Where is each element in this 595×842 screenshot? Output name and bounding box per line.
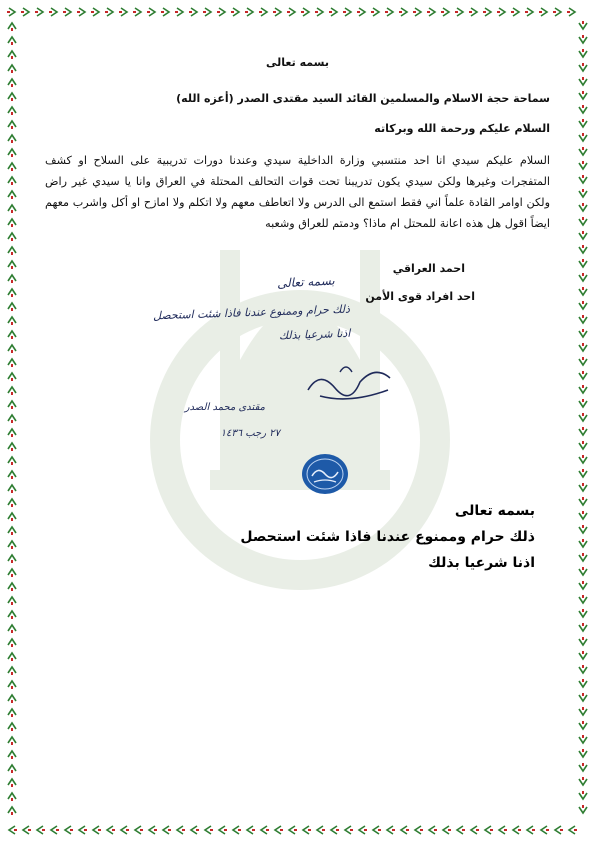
handwritten-signature (300, 360, 400, 409)
handwritten-signer-name: مقتدى محمد الصدر (184, 402, 265, 413)
letter-body: السلام عليكم سيدي انا احد منتسبي وزارة الداخلية سيدي وعندنا دورات تدريبية على السلاح او كشف المتفجرات وغيرها ولكن سيدي يكون تدريبنا تحت قوات التحالف المحتلة في العراق وانا يا سيدي غير راض ولكن اوامر القادة علماً اني فقط استمع الى الدرس ولا اتعاطف معهم ولا اتكلم ولا امازح او أكل واشرب معهم ايضاً اقول هل هذه اعانة للمحتل ام ماذا؟ ودمتم للعراق وشعبه (45, 154, 550, 230)
letter-greeting: السلام عليكم ورحمة الله وبركاته (374, 122, 550, 135)
handwritten-date: ٢٧ رجب ١٤٣٦ (220, 428, 280, 439)
handwritten-reply-line-2: اذنا شرعيا بذلك (278, 326, 351, 343)
handwritten-reply-line-1: ذلك حرام وممنوع عندنا فاذا شئت استحصل (152, 302, 351, 323)
letter-heading: بسمه تعالى (266, 56, 329, 69)
handwritten-heading: بسمه تعالى (276, 273, 336, 291)
transcription-line-2: ذلك حرام وممنوع عندنا فاذا شئت استحصل (240, 529, 535, 545)
transcription-line-3: اذنا شرعيا بذلك (428, 555, 535, 571)
letter-addressee: سماحة حجة الاسلام والمسلمين القائد السيد مقتدى الصدر (أعزه الله) (176, 92, 550, 105)
sender-title: احد افراد قوى الأمن (365, 290, 475, 303)
transcription-line-1: بسمه تعالى (454, 503, 535, 519)
sender-name: احمد العراقي (392, 262, 465, 275)
official-seal (300, 452, 350, 500)
